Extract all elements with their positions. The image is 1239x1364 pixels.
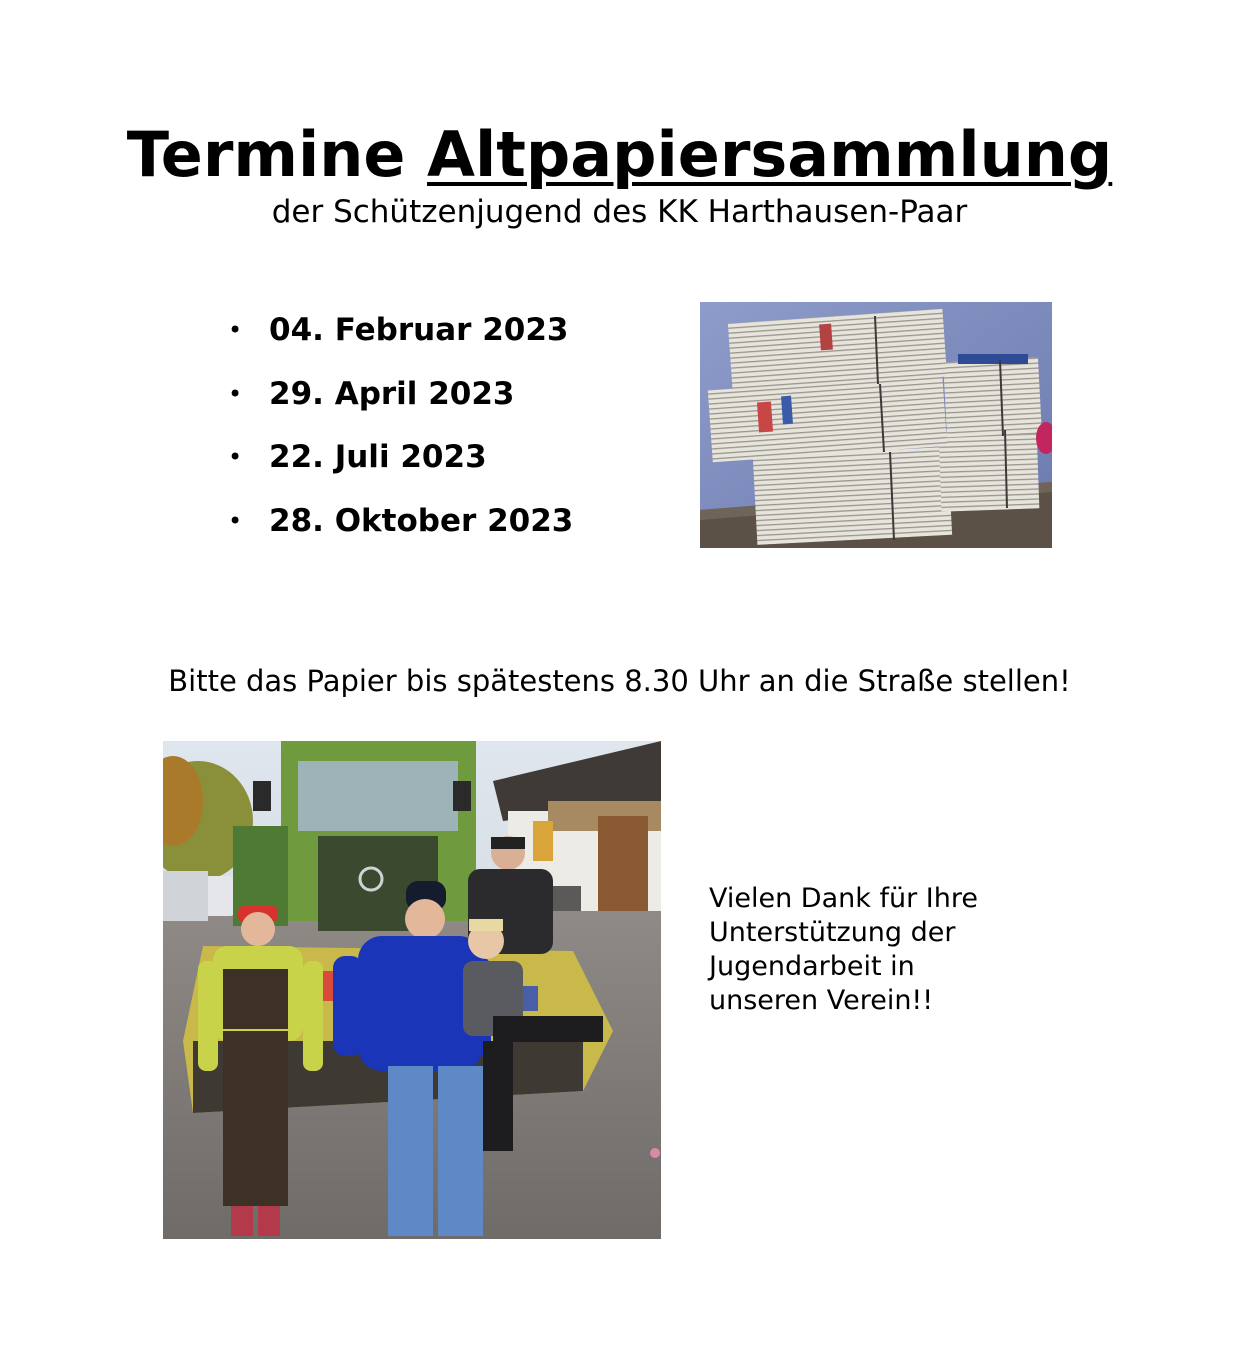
bullet-icon: • bbox=[228, 316, 243, 344]
bullet-icon: • bbox=[228, 443, 243, 471]
date-list bbox=[228, 310, 573, 564]
thanks-line: Jugendarbeit in bbox=[709, 951, 915, 982]
bullet-icon: • bbox=[228, 379, 243, 408]
title-termine: Termine bbox=[126, 118, 406, 191]
youth-tractor-photo bbox=[163, 741, 661, 1239]
thanks-line: unseren Verein!! bbox=[709, 985, 934, 1016]
date-text: 04. Februar 2023 bbox=[269, 312, 569, 348]
newspaper-stack-photo bbox=[700, 302, 1052, 548]
date-text: 29. April 2023 bbox=[269, 375, 515, 412]
date-item bbox=[228, 310, 573, 374]
collection-notice: Bitte das Papier bis spätestens 8.30 Uhr an die Straße stellen! bbox=[168, 664, 1071, 698]
title-altpapiersammlung: Altpapiersammlung bbox=[427, 118, 1113, 191]
bullet-icon: • bbox=[228, 506, 243, 535]
page-subtitle: der Schützenjugend des KK Harthausen-Paar bbox=[271, 194, 968, 230]
page-title bbox=[0, 118, 1239, 192]
thank-you-message bbox=[709, 882, 1069, 1018]
date-item bbox=[228, 501, 573, 565]
date-text: 22. Juli 2023 bbox=[269, 439, 487, 475]
date-text: 28. Oktober 2023 bbox=[269, 502, 574, 539]
thanks-line: Vielen Dank für Ihre bbox=[709, 883, 978, 914]
thanks-line: Unterstützung der bbox=[709, 917, 956, 948]
date-item bbox=[228, 437, 573, 501]
date-item bbox=[228, 374, 573, 438]
